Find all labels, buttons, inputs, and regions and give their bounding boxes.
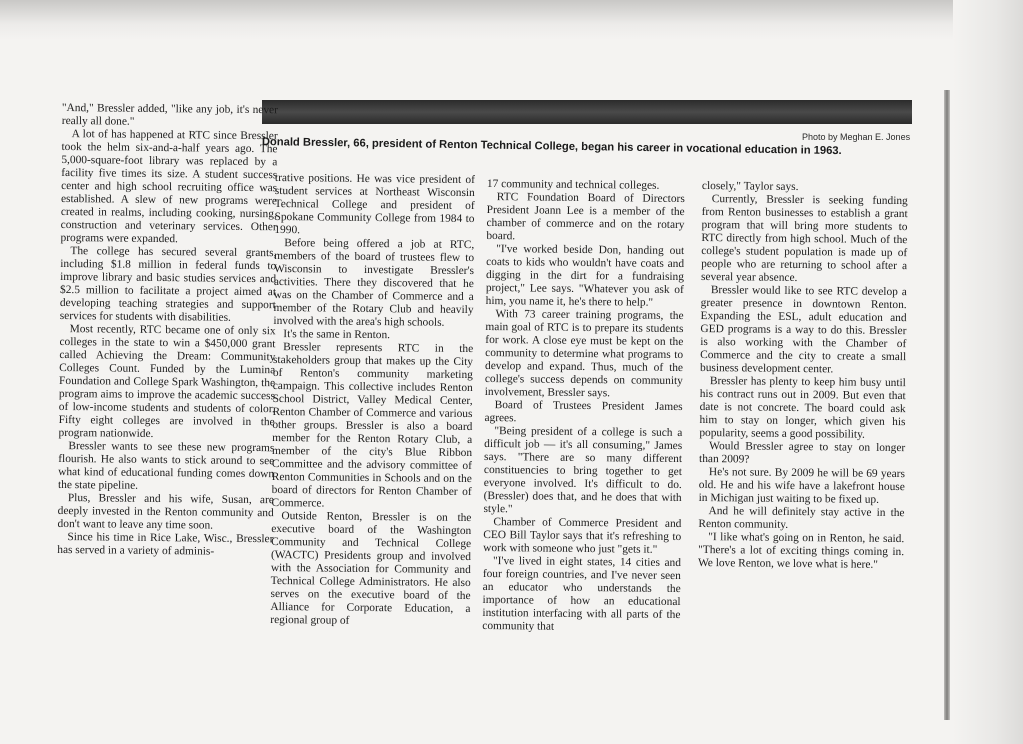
page-fold: [944, 90, 950, 720]
paragraph: Bressler wants to see these new programs flourish. He also wants to stick around to see what kind of educational funding comes down the state pipeline.: [57, 440, 275, 492]
paragraph: trative positions. He was vice president of student services at Northeast Wisconsin Technical College and president of Spokane Community College from 1984 to 1990.: [274, 172, 475, 237]
paragraph: "I like what's going on in Renton, he said. "There's a lot of exciting things coming in. We love Renton, we love what is here.": [697, 531, 905, 571]
paragraph: Would Bressler agree to stay on longer than 2009?: [699, 440, 906, 466]
paragraph: Board of Trustees President James agrees.: [484, 399, 683, 425]
photo: [262, 100, 912, 124]
article-column-1: [57, 102, 278, 559]
paragraph: A lot of has happened at RTC since Bressler took the helm six-and-a-half years ago. The 5,000-square-foot library was replaced by a facility five times its size. A student success center and high school recruiting office was established. A slew of new programs were created in realms, including cooking, nursing, construction and veterinary services. Other programs were expanded.: [60, 128, 278, 246]
paragraph: Bressler represents RTC in the stakeholders group that makes up the City of Renton's community marketing campaign. This collective includes Renton School District, Valley Medical Center, Renton Chamber of Commerce and various other groups. Bressler is also a board member for the Renton Rotary Club, a member of the city's Blue Ribbon Committee and the advisory committee of Renton Communities in Schools and on the board of directors for Renton Chamber of Commerce.: [271, 341, 474, 510]
paragraph: RTC Foundation Board of Directors President Joann Lee is a member of the chamber of commerce and on the rotary board.: [486, 191, 685, 243]
paragraph: "I've lived in eight states, 14 cities and four foreign countries, and I've never seen an educator who understands the importance of how an educational institution interfacing with all parts of the community that: [482, 555, 682, 633]
article-column-2: [270, 172, 475, 629]
paragraph: closely," Taylor says.: [701, 180, 799, 194]
scan-shadow-right: [953, 0, 1023, 744]
paragraph: "Being president of a college is such a difficult job — it's all consuming," James says. "There are so many different constituencies to bring together to get everyone involved. It's difficult to do. (Bressler) does that, and he does that with style.": [483, 425, 683, 516]
paragraph: Most recently, RTC became one of only six colleges in the state to win a $450,000 grant called Achieving the Dream: Community Colleges Count. Funded by the Lumina Foundation and College Spark Washington, the program aims to improve the academic success of low-income students and students of color. Fifty eight colleges are involved in the program nationwide.: [58, 323, 276, 440]
paragraph: He's not sure. By 2009 he will be 69 years old. He and his wife have a lakefront house in Michigan just waiting to be fixed up.: [698, 466, 905, 506]
paragraph: Bressler has plenty to keep him busy until his contract runs out in 2009. But even that date is not concrete. The board could ask him to stay on longer, which given his popularity, seems a good possibility.: [699, 375, 906, 441]
paragraph: Bressler would like to see RTC develop a greater presence in downtown Renton. Expanding the ESL, adult education and GED programs is a way to do this. Bressler is also working with the Chamber of Commerce and the city to create a small business development center.: [699, 284, 907, 376]
paragraph: Before being offered a job at RTC, members of the board of trustees flew to Wisconsin to investigate Bressler's activities. There they discovered that he was on the Chamber of Commerce and a member of the Rotary Club and heavily involved with the area's high schools.: [273, 237, 475, 329]
article-column-3: [482, 178, 685, 635]
paragraph: Since his time in Rice Lake, Wisc., Bressler has served in a variety of adminis-: [57, 531, 274, 558]
paragraph: It's the same in Renton.: [283, 328, 391, 342]
paragraph: Outside Renton, Bressler is on the executive board of the Washington Community and Technical College (WACTC) Presidents group and involved with the Association for Community and Technical College Administrators. He also serves on the executive board of the Alliance for Corporate Education, a regional group of: [270, 510, 472, 627]
paragraph: Plus, Bressler and his wife, Susan, are deeply invested in the Renton community and don't want to leave any time soon.: [57, 492, 274, 532]
photo-credit: Photo by Meghan E. Jones: [802, 132, 911, 142]
scan-shadow-top: [0, 0, 1023, 40]
paragraph: With 73 career training programs, the main goal of RTC is to prepare its students for work. A close eye must be kept on the community to determine what programs to develop and expand. Thus, much of the college's success depends on community involvement, Bressler says.: [484, 308, 684, 400]
paragraph: 17 community and technical colleges.: [486, 178, 660, 192]
paragraph: And he will definitely stay active in the Renton community.: [698, 505, 905, 531]
paragraph: Chamber of Commerce President and CEO Bill Taylor says that it's refreshing to work with someone who just "gets it.": [483, 516, 682, 556]
paragraph: Currently, Bressler is seeking funding from Renton businesses to establish a grant program that will bring more students to RTC directly from high school. Much of the college's student population is made up of people who are returning to school after a several year absence.: [700, 193, 908, 285]
paragraph: The college has secured several grants, including $1.8 million in federal funds to improve library and basic studies services and $2.5 million to facilitate a project aimed at developing teaching strategies and support services for students with disabilities.: [59, 245, 277, 324]
article-column-4: [698, 180, 908, 572]
photo-caption: Donald Bressler, 66, president of Renton Technical College, began his career in vocational education in 1963.: [261, 136, 842, 158]
paragraph: "And," Bressler added, "like any job, it's never really all done.": [61, 102, 278, 128]
newspaper-page: [57, 88, 912, 648]
paragraph: "I've worked beside Don, handing out coats to kids who wouldn't have coats and digging in the dirt for a fundraising project," Lee says. "Whatever you ask of him, you name it, he's there to help.": [485, 243, 685, 309]
